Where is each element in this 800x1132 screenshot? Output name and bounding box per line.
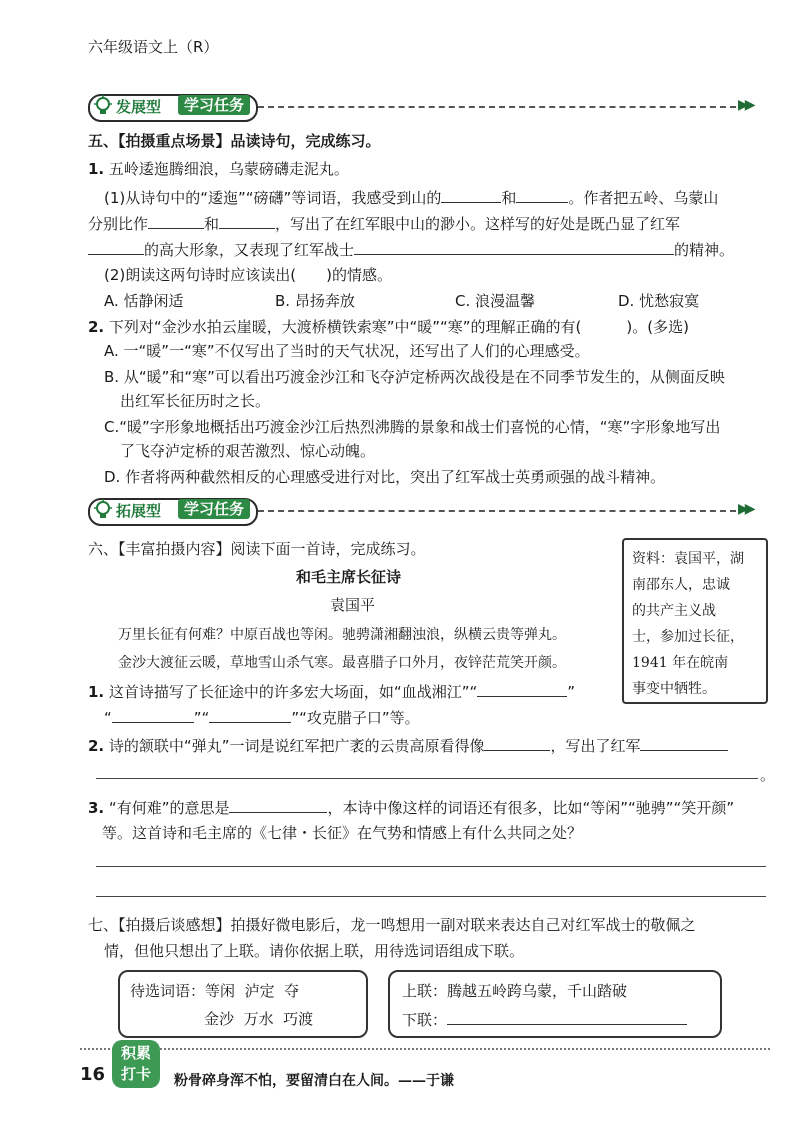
option-b[interactable]: B. 昂扬奔放 <box>275 292 355 310</box>
text: ”“攻克腊子口”等。 <box>291 709 420 727</box>
lightbulb-icon <box>92 499 114 521</box>
text: 和 <box>501 189 517 207</box>
s6-title: 六、【丰富拍摄内容】阅读下面一首诗，完成练习。 <box>88 540 426 558</box>
banner-label-b: 学习任务 <box>178 499 250 519</box>
s6-q1-line2 <box>104 706 420 729</box>
lower-couplet-label: 下联： <box>402 1011 448 1029</box>
lower-couplet-row <box>402 1008 687 1030</box>
answer-blank[interactable] <box>441 186 501 203</box>
answer-line[interactable] <box>96 778 758 779</box>
note-line: 资料：袁国平，湖 <box>632 551 744 567</box>
s5-q1-1-line2 <box>88 212 680 235</box>
lightbulb-icon <box>92 95 114 117</box>
answer-blank[interactable] <box>112 706 194 723</box>
badge-line: 打卡 <box>120 1065 151 1083</box>
answer-blank[interactable] <box>477 680 567 697</box>
s6-q3-line1 <box>88 796 734 819</box>
choice-b[interactable]: B. 从“暖”和“寒”可以看出巧渡金沙江和飞夺泸定桥两次战役是在不同季节发生的，从侧面反映 <box>104 368 725 386</box>
word-option[interactable]: 等闲 <box>205 982 236 1000</box>
word-option[interactable]: 泸定 <box>244 982 275 1000</box>
word-option[interactable]: 巧渡 <box>283 1010 314 1028</box>
banner-divider <box>258 106 736 108</box>
s5-q1-1-line1 <box>104 186 718 209</box>
section-banner-develop <box>88 94 768 120</box>
answer-blank[interactable] <box>219 212 275 229</box>
choice-d[interactable]: D. 作者将两种截然相反的心理感受进行对比，突出了红军战士英勇顽强的战斗精神。 <box>104 468 666 486</box>
s6-q2 <box>88 734 728 757</box>
answer-blank[interactable] <box>447 1008 687 1025</box>
page-header: 六年级语文上（R） <box>88 38 219 56</box>
badge-line: 积累 <box>120 1044 151 1062</box>
note-box <box>622 538 768 704</box>
poem-line-2: 金沙大渡征云暖，草地雪山杀气寒。最喜腊子口外月，夜锌茫荒笑开颜。 <box>118 655 566 671</box>
note-line: 南邵东人，忠诚 <box>632 577 730 593</box>
double-arrow-icon: ▶▶ <box>738 97 752 113</box>
poem-title: 和毛主席长征诗 <box>296 568 402 586</box>
text: (1)从诗句中的“逶迤”“磅礴”等词语，我感受到山的 <box>104 189 442 207</box>
choice-a[interactable]: A. 一“暖”一“寒”不仅写出了当时的天气状况，还写出了人们的心理感受。 <box>104 342 590 360</box>
answer-blank[interactable] <box>148 212 204 229</box>
text: 分别比作 <box>88 215 149 233</box>
text: ” <box>567 683 576 701</box>
poem-author: 袁国平 <box>330 596 376 614</box>
answer-blank[interactable] <box>640 734 728 751</box>
text: ，本诗中像这样的词语还有很多，比如“等闲”“驰骋”“笑开颜” <box>327 799 735 817</box>
banner-divider <box>258 510 736 512</box>
q-number: 2. <box>88 318 105 336</box>
banner-label-a: 拓展型 <box>116 502 162 520</box>
text: ，写出了在红军眼中山的渺小。这样写的好处是既凸显了红军 <box>275 215 681 233</box>
text: “有何难”的意思是 <box>108 799 230 817</box>
s7-title-line2: 情，但他只想出了上联。请你依据上联，用待选词语组成下联。 <box>104 942 525 960</box>
q-number: 3. <box>88 799 105 817</box>
poem-line-1: 万里长征有何难？中原百战也等闲。驰骋潇湘翻浊浪，纵横云贵等弹丸。 <box>118 627 566 643</box>
s5-q2 <box>88 316 689 338</box>
double-arrow-icon: ▶▶ <box>738 501 752 517</box>
q-number: 1. <box>88 683 105 701</box>
text: 诗的颔联中“弹丸”一词是说红军把广袤的云贵高原看得像 <box>108 737 485 755</box>
page-number: 16 <box>80 1064 106 1085</box>
answer-line[interactable] <box>96 866 766 867</box>
choice-c[interactable]: C.“暖”字形象地概括出巧渡金沙江后热烈沸腾的景象和战士们喜悦的心情，“寒”字形象地写出 <box>104 418 721 436</box>
text: ，写出了红军 <box>550 737 641 755</box>
text: 。作者把五岭、乌蒙山 <box>568 189 719 207</box>
answer-blank[interactable] <box>229 796 327 813</box>
text: ”“ <box>193 709 210 727</box>
word-bank-label: 待选词语： <box>130 982 206 1000</box>
word-option[interactable]: 夺 <box>284 982 300 1000</box>
note-line: 的共产主义战 <box>632 603 716 619</box>
option-d[interactable]: D. 忧愁寂寞 <box>618 292 700 310</box>
choice-b-cont: 出红军长征历时之长。 <box>120 392 271 410</box>
banner-label-b: 学习任务 <box>178 95 250 115</box>
s5-title: 五、【拍摄重点场景】品读诗句，完成练习。 <box>88 132 381 150</box>
answer-blank[interactable] <box>209 706 291 723</box>
answer-blank[interactable] <box>88 238 144 255</box>
footer-divider <box>80 1048 770 1050</box>
word-option[interactable]: 万水 <box>243 1010 274 1028</box>
option-a[interactable]: A. 恬静闲适 <box>104 292 184 310</box>
s7-title-line1: 七、【拍摄后谈感想】拍摄好微电影后，龙一鸣想用一副对联来表达自己对红军战士的敬佩之 <box>88 916 696 934</box>
q-text: 五岭逶迤腾细浪，乌蒙磅礴走泥丸。 <box>108 160 349 178</box>
banner-label-a: 发展型 <box>116 98 162 116</box>
answer-blank[interactable] <box>484 734 550 751</box>
s5-q1-1-line3 <box>88 238 734 261</box>
note-line: 事变中牺牲。 <box>632 681 716 697</box>
text: “ <box>104 709 112 727</box>
accumulate-badge <box>112 1040 160 1088</box>
footer-quote: 粉骨碎身浑不怕，要留清白在人间。——于谦 <box>174 1073 454 1089</box>
word-option[interactable]: 金沙 <box>204 1010 235 1028</box>
section-banner-expand <box>88 498 768 524</box>
q-number: 2. <box>88 737 105 755</box>
s5-q1-2: (2)朗读这两句诗时应该读出( )的情感。 <box>104 266 392 284</box>
note-line: 1941 年在皖南 <box>632 655 729 671</box>
answer-blank[interactable] <box>516 186 568 203</box>
answer-line[interactable] <box>96 896 766 897</box>
answer-blank[interactable] <box>354 238 674 255</box>
q-text: 下列对“金沙水拍云崖暖，大渡桥横铁索寒”中“暖”“寒”的理解正确的有( )。(多选) <box>108 318 689 336</box>
choice-c-cont: 了飞夺泸定桥的艰苦激烈、惊心动魄。 <box>120 442 376 460</box>
text: 和 <box>204 215 220 233</box>
note-line: 士，参加过长征， <box>632 629 744 645</box>
text: 的精神。 <box>674 241 735 259</box>
couplet-box <box>388 970 722 1038</box>
text: 的高大形象，又表现了红军战士 <box>144 241 355 259</box>
s5-q1 <box>88 158 349 180</box>
q-number: 1. <box>88 160 105 178</box>
text: 这首诗描写了长征途中的许多宏大场面，如“血战湘江”“ <box>108 683 478 701</box>
option-c[interactable]: C. 浪漫温馨 <box>455 292 536 310</box>
s6-q3-line2: 等。这首诗和毛主席的《七律・长征》在气势和情感上有什么共同之处？ <box>102 824 583 842</box>
upper-couplet: 上联：腾越五岭跨乌蒙，千山踏破 <box>402 982 628 1000</box>
word-bank-box <box>118 970 368 1038</box>
s6-q1-line1 <box>88 680 575 703</box>
period: 。 <box>760 766 776 784</box>
